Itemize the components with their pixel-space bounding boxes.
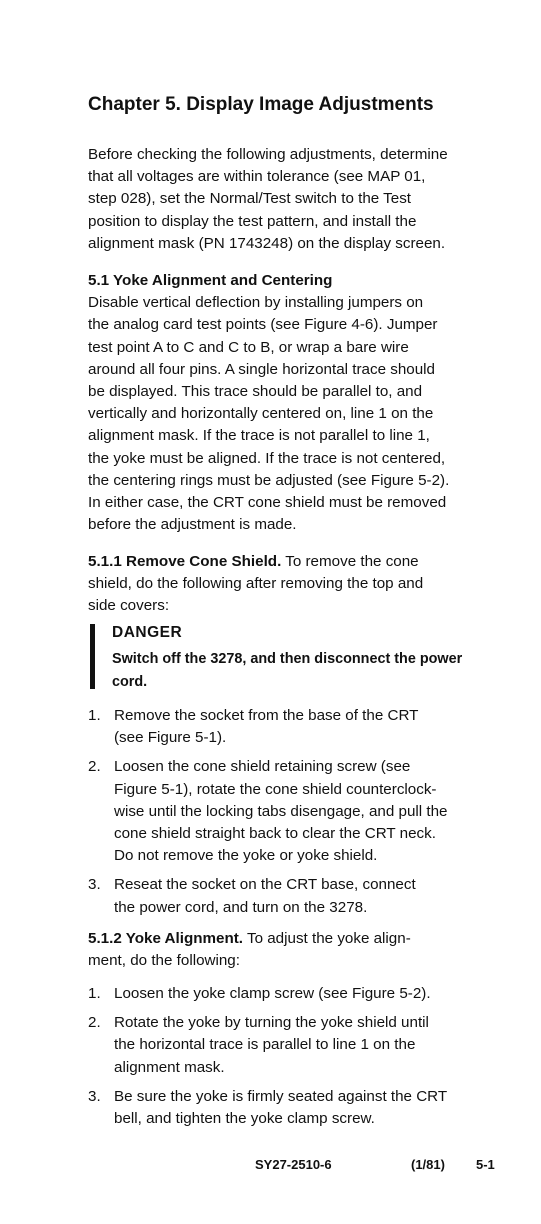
step-line: (see Figure 5-1). <box>114 729 227 747</box>
list-item <box>88 1012 518 1079</box>
body-line: the yoke must be aligned. If the trace is not centered, <box>88 449 446 467</box>
body-line: be displayed. This trace should be parallel to, and <box>88 383 423 401</box>
section-5-1-2 <box>88 928 508 972</box>
step-line: wise until the locking tabs disengage, and pull the <box>114 802 448 820</box>
section-heading: 5.1 Yoke Alignment and Centering <box>88 272 333 289</box>
body-line: the analog card test points (see Figure 4-6). Jumper <box>88 316 438 334</box>
section-heading: 5.1.1 Remove Cone Shield. <box>88 553 282 570</box>
intro-line: Before checking the following adjustments, determine <box>88 146 448 163</box>
step-line: Do not remove the yoke or yoke shield. <box>114 847 378 865</box>
danger-line: Switch off the 3278, and then disconnect the power <box>112 651 463 667</box>
list-item <box>88 705 518 749</box>
step-line: Reseat the socket on the CRT base, connect <box>114 876 416 894</box>
body-line: Disable vertical deflection by installing jumpers on <box>88 294 424 312</box>
step-number: 3. <box>88 876 101 894</box>
step-line: cone shield straight back to clear the CRT neck. <box>114 825 436 843</box>
body-line: In either case, the CRT cone shield must be removed <box>88 494 447 512</box>
list-item <box>88 756 518 867</box>
heading-rest: To adjust the yoke align- <box>243 930 411 947</box>
step-number: 1. <box>88 707 101 724</box>
intro-line: step 028), set the Normal/Test switch to the Test <box>88 190 412 208</box>
footer-page-number: 5-1 <box>476 1157 495 1172</box>
list-item <box>88 983 518 1005</box>
heading-rest: To remove the cone <box>281 553 419 570</box>
step-number: 1. <box>88 985 101 1002</box>
step-line: the power cord, and turn on the 3278. <box>114 898 368 916</box>
step-number: 2. <box>88 758 101 776</box>
step-number: 2. <box>88 1014 101 1032</box>
body-line: before the adjustment is made. <box>88 516 297 534</box>
body-line: ment, do the following: <box>88 952 240 970</box>
body-line: test point A to C and C to B, or wrap a bare wire <box>88 338 409 356</box>
footer-date: (1/81) <box>411 1157 445 1172</box>
danger-text <box>112 648 522 693</box>
danger-title: DANGER <box>112 624 183 641</box>
section-5-1 <box>88 270 508 536</box>
cone-shield-steps <box>88 705 518 926</box>
intro-line: that all voltages are within tolerance (see MAP 01, <box>88 168 426 186</box>
body-line: around all four pins. A single horizontal trace should <box>88 360 435 378</box>
intro-line: position to display the test pattern, and install the <box>88 212 417 230</box>
step-line: Figure 5-1), rotate the cone shield counterclock- <box>114 780 437 798</box>
danger-line: cord. <box>112 673 148 690</box>
step-line: Loosen the yoke clamp screw (see Figure 5-2). <box>114 985 431 1002</box>
footer-doc-number: SY27-2510-6 <box>255 1157 332 1172</box>
step-line: Remove the socket from the base of the CRT <box>114 707 419 724</box>
list-item <box>88 1086 518 1130</box>
yoke-alignment-steps <box>88 983 518 1137</box>
body-line: the centering rings must be adjusted (see Figure 5-2). <box>88 471 450 489</box>
body-line: side covers: <box>88 597 170 615</box>
step-line: the horizontal trace is parallel to line 1 on the <box>114 1036 416 1054</box>
step-line: Rotate the yoke by turning the yoke shield until <box>114 1014 429 1032</box>
section-heading: 5.1.2 Yoke Alignment. <box>88 930 244 947</box>
danger-bar <box>90 624 95 689</box>
body-line: alignment mask. If the trace is not parallel to line 1, <box>88 427 430 445</box>
step-line: Loosen the cone shield retaining screw (see <box>114 758 411 776</box>
body-line: vertically and horizontally centered on, line 1 on the <box>88 405 434 423</box>
intro-line: alignment mask (PN 1743248) on the display screen. <box>88 234 446 252</box>
step-line: bell, and tighten the yoke clamp screw. <box>114 1110 375 1128</box>
intro-paragraph <box>88 144 508 255</box>
step-line: alignment mask. <box>114 1058 225 1076</box>
section-heading-line <box>88 928 508 950</box>
section-5-1-1 <box>88 551 508 618</box>
step-line: Be sure the yoke is firmly seated against the CRT <box>114 1087 448 1105</box>
list-item <box>88 874 518 918</box>
step-number: 3. <box>88 1087 101 1105</box>
chapter-title: Chapter 5. Display Image Adjustments <box>88 94 434 115</box>
section-heading-line <box>88 551 508 573</box>
body-line: shield, do the following after removing the top and <box>88 575 424 593</box>
